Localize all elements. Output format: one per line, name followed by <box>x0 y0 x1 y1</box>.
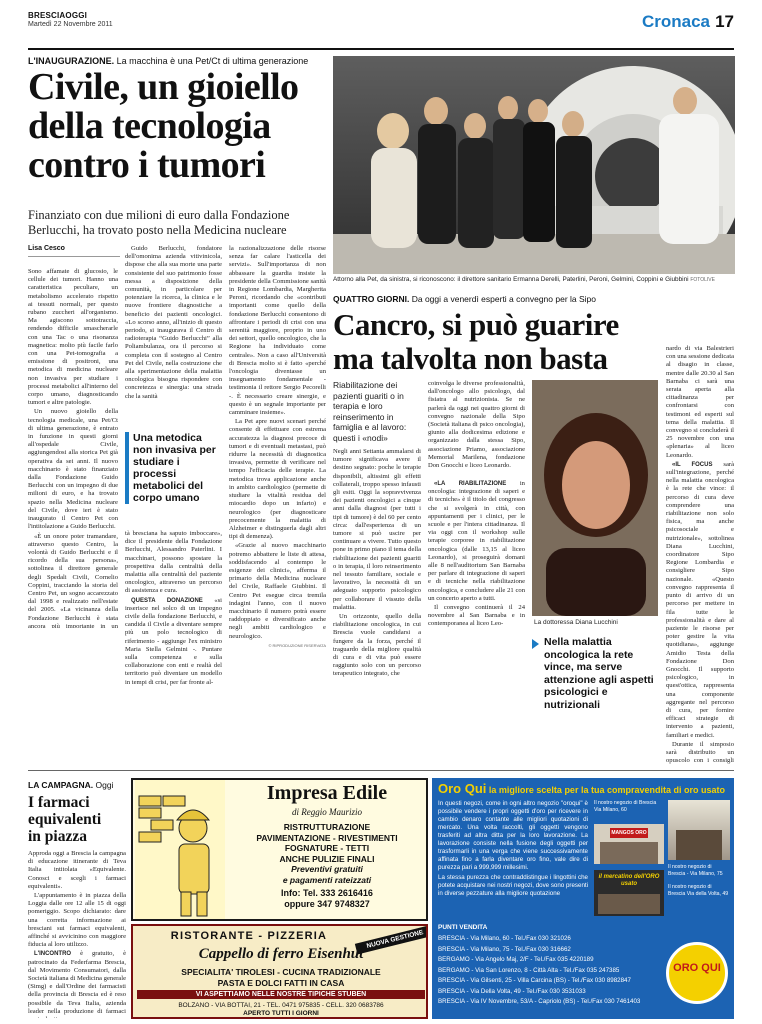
cancer-col-2b-p2: Il convegno continuerà il 24 novembre al San Barnaba e in contemporanea al liceo Leo- <box>428 604 525 628</box>
oroqui-shop-photo-3 <box>594 870 664 916</box>
cancer-col-3-p1: nardo di via Balestrieri con una sessione dedicata al disagio in classe, mentre dalle 20.30 al San Barnaba ci sarà una serata aperta alla cittadinanza per confrontarsi con testimoni ed esperti sul tema della malattia. Il convegno si concluderà il 25 novembre con una «plenaria» al liceo Leonardo. <box>666 345 734 459</box>
oroqui-body-p1: In questi negozi, come in ogni altro negozio "oroqui" è possibile vendere i propri oggetti d'oro per ricevere in cambio denaro contante alle migliori quotazioni di mercato. Una volta raccolti, gli oggetti vengono trasferiti ad altra ditta per la loro lavorazione. La lavorazione consiste nella fusione degli oggetti per trasformarli in una verga che viene successivamente affinata fino a farla diventare oro fino, vale dire di purezza pari a 999,999 millesimi. <box>438 800 588 871</box>
main-signature: © RIPRODUZIONE RISERVATA <box>268 642 326 648</box>
worker-illustration <box>135 780 225 919</box>
author: Lisa Cesco <box>28 245 65 252</box>
main-headline-line-1: Civile, un gioiello <box>28 66 299 108</box>
pharmacies-tag: L'INCONTRO <box>34 951 72 958</box>
pharmacies-body <box>28 850 126 1018</box>
main-col-2b-tag: QUESTA DONAZIONE <box>131 597 203 604</box>
pharmacies-headline <box>28 794 138 845</box>
oroqui-sign-1: MANGOS ORO <box>611 830 647 836</box>
oroqui-shop-label-1: Il nostro negozio di Brescia Via Milano, 60 <box>594 800 657 813</box>
main-col-2-p1: Guido Berlucchi, fondatore dell'omonima azienda vitivinicola, dispose che alla sua morte una parte consistente del suo patrimonio fosse messa a disposizione della comunità, in particolare per potenziare la ricerca, la clinica e le nuove frontiere diagnostiche a beneficio dei pazienti oncologici. «Lo scorso anno, all'inizio di questo periodo, si inaugurava il Centro di radioterapia “Guido Berlucchi” alla Poliambulanza, ora il percorso si completa con il sostegno al Centro Pet del Civile, nella costruzione che alla sperimentazione della malattia oncologica bisogna rispondere con concretezza e sinergia: una strada che la sanità <box>125 245 222 400</box>
pharmacies-p3 <box>28 950 126 1018</box>
cancer-kicker-text: Da oggi a venerdì esperti a convegno per la Sipo <box>411 294 597 304</box>
cancer-col-2b-tag: «LA RIABILITAZIONE <box>434 481 507 487</box>
main-kicker <box>28 56 348 66</box>
issue-date: Martedì 22 Novembre 2011 <box>28 21 113 28</box>
pullquote-bar <box>125 432 129 504</box>
author-rule <box>28 256 120 257</box>
main-col-1-p1: Sono affamate di glucosio, le cellule dei tumori. Hanno una caratteristica peculiare, un metabolismo accelerato rispetto ai tessuti normali, per questo rubano zuccheri all'organismo. Ma agiscono sottotraccia, rendendo difficile smascherarle con una Tac o una risonanza magnetica: molto più facile farlo con una Pet-tomografia a emissione di positroni, una metodica di medicina nucleare non invasiva per studiare i processi metabolici all'interno del corpo umano, diagnosticando tumori e altre patologie. <box>28 268 118 407</box>
main-col-1 <box>28 268 118 628</box>
masthead-rule <box>28 48 734 50</box>
impresa-phone-2[interactable]: oppure 347 9748327 <box>284 899 370 909</box>
cancer-col-3-tag: «IL FOCUS <box>672 461 713 468</box>
main-col-2b-p1: tà bresciana ha saputo imboccare», dice il presidente della Fondazione Berlucchi, Alessandro Paterlini. I macchinari, possono spostare la prospettiva dalla centralità della malattia alla centralità del paziente oncologico, attraverso un percorso di assistenza e cura. <box>125 530 222 595</box>
lucchini-caption: La dottoressa Diana Lucchini <box>534 619 618 626</box>
main-kicker-tag: L'INAUGURAZIONE. <box>28 56 115 66</box>
oroqui-point-2: BRESCIA - Via Milano, 75 - Tel./Fax 030 316662 <box>438 945 571 953</box>
ad-impresa-edile[interactable] <box>131 778 428 921</box>
inauguration-photo <box>333 56 735 274</box>
impresa-line-5: Preventivi gratuiti <box>291 864 363 874</box>
main-col-1-p3: «È un onore poter tramandare, attraverso questo Centro, la volontà di Guido Berlucchi e il ricordo della sua persona», sottolinea il direttore generale degli Spedali Civili, Cornelio Coppini, tracciando la storia del Centro Pet, un sogno accarezzato dal 1998 e realizzato nell'estate del 2005. «La vicinanza della Fondazione Berlucchi è stata ancora più importante in un <box>28 532 118 628</box>
cancer-col-1-p2: Un orizzonte, quello della riabilitazione oncologica, in cui Brescia vuole candidarsi a fungere da la forza, perché il traguardo della migliore qualità di cura e di vita può essere raggiunto solo con un percorso terapeutico integrato, che <box>333 613 421 678</box>
ristorante-line-1: SPECIALITA' TIROLESI - CUCINA TRADIZIONALE <box>181 967 381 977</box>
cancer-headline-line-2: ma talvolta non basta <box>333 341 608 376</box>
impresa-line-1: RISTRUTTURAZIONE <box>283 822 371 832</box>
main-col-2b-p2 <box>125 597 222 687</box>
ristorante-name: Cappello di ferro Eisenhut <box>198 946 364 962</box>
lucchini-portrait <box>532 380 658 616</box>
oroqui-shop-label-2: Il nostro negozio di Brescia - Via Milano, 75 <box>668 864 723 877</box>
pharmacies-kicker-text: Oggi <box>95 780 114 790</box>
section-name: Cronaca <box>641 12 710 31</box>
oroqui-shop-label-3: Il nostro negozio di Brescia Via della Volta, 49 <box>668 884 729 897</box>
oroqui-shop-photo-2 <box>594 824 664 864</box>
pharmacies-p2: L'appuntamento è in piazza della Loggia dalle ore 12 alle 15 di oggi pomeriggio. Scopo dichiarato: dare una corretta informazione ai bresciani sui farmaci equivalenti, affinché si avvicinino con maggiore fiducia al loro utilizzo. <box>28 892 126 949</box>
photo-credit: FOTOLIVE <box>690 277 715 283</box>
oroqui-title <box>438 781 730 796</box>
cancer-col-3-p3 <box>666 741 734 765</box>
photo-caption-text: Attorno alla Pet, da sinistra, si riconoscono: il direttore sanitario Ermanna Derelli, Paterlini, Peroni, Gelmini, Coppini e Giubbini <box>333 276 689 283</box>
impresa-services <box>227 822 427 885</box>
main-headline-line-2: della tecnologia <box>28 105 271 147</box>
cancer-col-2 <box>428 380 525 480</box>
impresa-line-2: PAVIMENTAZIONE - RIVESTIMENTI <box>256 832 398 843</box>
impresa-phones <box>227 888 427 910</box>
main-pullquote <box>125 432 222 528</box>
photo-illustration <box>333 56 735 274</box>
main-kicker-text: La macchina è una Pet/Ct di ultima generazione <box>116 56 309 66</box>
pharmacies-headline-1: I farmaci <box>28 794 90 811</box>
paper-name: BRESCIAOGGI <box>28 11 88 20</box>
oroqui-sign-2: il mercatino dell'ORO usato <box>598 874 660 887</box>
impresa-title: Impresa Edile <box>266 782 388 804</box>
main-col-2 <box>125 245 222 428</box>
pharmacies-p3-text: è gratuito, è patrocinato da Federfarma Brescia, dal Movimento Consumatori, dalla Società italiana di Medicina generale (Simg) e dall'Ordine dei farmacisti della provincia di Brescia ed è reso possibile da Teva Italia, azienda leader nella produzione di farmaci <box>28 950 126 1015</box>
impresa-line-4: ANCHE PULIZIE FINALI <box>279 853 375 864</box>
oroqui-body-p2: La stessa purezza che contraddistingue i lingottini che potete acquistare nei nostri negozi, dove sono presenti in diverse pezzature alla migliore quotazione <box>438 874 588 897</box>
pharmacies-kicker <box>28 780 138 790</box>
cancer-headline <box>333 308 673 376</box>
oroqui-point-6: BRESCIA - Via Della Volta, 49 - Tel./Fax 030 3531033 <box>438 987 586 995</box>
cancer-col-3 <box>666 345 734 765</box>
main-col-3-p3: «Grazie al nuovo macchinario potremo abbattere le liste di attesa, soddisfacendo al contempo le esigenze dei clinici», afferma il primario della Medicina nucleare del Civile, Raffaele Giubbini. Il Centro Pet esegue circa tremila indagini l'anno, con il nuovo macchinario il numero potrà essere raddoppiato e diversificato anche negli ambiti cardiologico e neurologico. <box>229 542 326 640</box>
impresa-line-3: FOGNATURE - TETTI <box>284 843 370 853</box>
pharmacies-headline-2: equivalenti <box>28 811 102 828</box>
oroqui-body <box>438 800 588 898</box>
impresa-phone-1[interactable]: Info: Tel. 333 2616416 <box>281 888 373 898</box>
ristorante-address: BOLZANO - VIA BOTTAI, 21 - TEL. 0471 975835 - CELL. 320 0683786 <box>178 1002 384 1009</box>
ristorante-hours: APERTO TUTTI I GIORNI <box>243 1010 319 1017</box>
ad-oroqui[interactable] <box>432 778 734 1019</box>
oroqui-title-rest: la migliore scelta per la tua compravendita di oro usato <box>488 785 725 795</box>
main-col-1-p2: Un nuovo gioiello della tecnologia medicale, una Pet/Ct di ultima generazione, è entrato in funzione in questi giorni all'ospedale Civile, aggiungendosi alla storica Pet già operativa da sei anni. Il nuovo macchinario è stato finanziato dalla Fondazione Guido Berlucchi con un impegno di due milioni di euro, e ha trovato spazio nella Medicina nucleare del Civile, dove ieri è stato inaugurato il Centro Pet con l'intitolazione a Guido Berlucchi. <box>28 408 118 531</box>
main-headline <box>28 68 348 185</box>
cancer-kicker <box>333 294 733 304</box>
cancer-kicker-tag: QUATTRO GIORNI. <box>333 294 410 304</box>
main-col-3-p1: la razionalizzazione delle risorse senza far calare l'asticella dei servizi». Sull'importanza di non abbassare la guardia insiste la presidente della Commissione sanità in Regione Lombardia, Margherita Peroni, ricordando che «contributi importanti come quello della fondazione Berlucchi consentono di affrontare i periodi di crisi con una serenità maggiore, proprio in uno dei settori, quello oncologico, che la Regione ha individuato come centrale». Non a caso all'Università di Brescia molto si è fatto «perché l'oncologia diventasse un insegnamento fondamentale - testimonia il rettore Sergio Pecorelli -. È necessario creare sinergie, e questo è un segnale importante per camminare insieme». <box>229 245 326 417</box>
ristorante-badge: NUOVA GESTIONE <box>355 924 428 954</box>
oroqui-point-7: BRESCIA - Via IV Novembre, 53/A - Capriolo (BS) - Tel./Fax 030 7461403 <box>438 998 641 1005</box>
cancer-pullquote <box>532 636 660 742</box>
ristorante-line-2: PASTA E DOLCI FATTI IN CASA <box>217 978 345 988</box>
cancer-pullquote-text: Nella malattia oncologica la rete vince, ma serve attenzione agli aspetti psicologici e nutrizionali <box>544 636 654 711</box>
oroqui-point-3: BERGAMO - Via Angelo Maj, 2/F - Tel./Fax 035 4220189 <box>438 956 594 963</box>
cancer-col-1 <box>333 448 421 764</box>
oroqui-points-title: PUNTI VENDITA <box>438 924 488 931</box>
oroqui-point-1: BRESCIA - Via Milano, 60 - Tel./Fax 030 321026 <box>438 935 571 942</box>
pharmacies-headline-3: in piazza <box>28 828 87 845</box>
ad-ristorante[interactable] <box>131 924 428 1019</box>
oroqui-shop-photo-1 <box>668 800 730 860</box>
cancer-col-2-p1: coinvolga le diverse professionalità, dall'oncologo allo psicologo, dal fisiatra al nutrizionista. Se ne parlerà da oggi nei quattro giorni di convegno nazionale della Sipo (Società italiana di psico oncologia), giunto alla dodicesima edizione e organizzato dalla stessa Sipo, associazione Priamo, associazione Memorial Marilena, fondazione Don Gnocchi e liceo Leonardo. <box>428 380 525 470</box>
oroqui-logo <box>666 942 728 1004</box>
ristorante-line-3: VI ASPETTIAMO NELLE NOSTRE TIPICHE STUBEN <box>137 990 425 999</box>
cancer-headline-line-1: Cancro, si può guarire <box>333 307 619 342</box>
cancer-col-3-text: sarà sull'integrazione, perché nella malattia oncologica è la rete che vince: il percorso di cura deve comprendere una riabilitazione non solo fisica, ma anche psicosociale e nutrizionale», sottolinea Diana Lucchini, coordinatore Sipo Regione Lombardia e consigliere Sipo nazionale. «Questo convegno rappresenta il punto di arrivo di un percorso per mettere in fila tutte le professionalità e dare al paziente le risorse per poter gestire la vita quotidiana», aggiunge Amidio Testa della Fondazione Don Gnocchi. Il supporto psicologico, in quest'ottica, rappresenta una componente aggregante nel percorso di cura, per fornire efficaci strategie di intervento a pazienti, familiari e medici. <box>666 460 734 739</box>
bottom-section-rule <box>28 770 734 771</box>
masthead <box>28 10 734 46</box>
oroqui-point-4: BERGAMO - Via San Lorenzo, 8 - Città Alta - Tel./Fax 035 247385 <box>438 966 620 974</box>
pharmacies-p1: Approda oggi a Brescia la campagna di educazione itinerante di Teva Italia intitolata «Equivalente. Conosci e scegli i farmaci equivalenti». <box>28 850 126 890</box>
cancer-col-2b <box>428 480 525 764</box>
main-col-3 <box>229 245 326 765</box>
page-number: 17 <box>715 12 734 31</box>
cancer-col-3-p2 <box>666 461 734 740</box>
pharmacies-kicker-tag: LA CAMPAGNA. <box>28 780 94 790</box>
ristorante-title: RISTORANTE - PIZZERIA <box>170 930 328 942</box>
photo-caption <box>333 276 735 284</box>
oroqui-point-5: BRESCIA - Via Gilsenti, 25 - Villa Carcina (BS) - Tel./Fax 030 8982847 <box>438 977 631 984</box>
cancer-col-1-p1: Negli anni Settanta ammalarsi di tumore significava avere il destino segnato: poche le terapie disponibili, altissimi gli effetti collaterali, troppo spesso infausti gli esiti. Oggi la sopravvivenza dei pazienti oncologici a cinque anni dalla diagnosi (per tutti i tipi di tumore) è del 60 per cento circa: dall'esperienza di un tumore si può uscire per continuare a vivere. Tutto questo pone in primo piano il tema della riabilitazione dei pazienti guariti o in terapia, il loro reinserimento nel tessuto familiare, sociale e lavorativo, la necessità di un adeguato supporto psicologico per collaborare il vissuto della malattia. <box>333 448 421 611</box>
lucchini-photo <box>532 380 658 616</box>
main-headline-line-3: contro i tumori <box>28 144 266 186</box>
cancer-col-2b-p1 <box>428 480 525 603</box>
cancer-lead: Riabilitazione dei pazienti guariti o in terapia e loro reinserimento in famiglia e al lavoro: questi i «nodi» <box>333 380 407 443</box>
main-col-3-p2: La Pet apre nuovi scenari perché consente di effettuare con estrema accuratezza la diagnosi precoce di tumori e di eventuali metastasi, può ridurre la necessità di diagnostica invasiva, permette di verificare nel tempo l'efficacia delle terapie. La metodica trova applicazione anche in ambito cardiologico (permette di studiare la vitalità residua del miocardio dopo un infarto) e neurologico (per diagnosticare precocemente la malattia di Alzheimer e distinguerla dagli altri tipi di demenza). <box>229 418 326 541</box>
impresa-line-6: e pagamenti rateizzati <box>282 874 372 885</box>
oroqui-logo-text: ORO QUI <box>673 962 721 974</box>
main-col-2b-text: «si inserisce nel solco di un impegno civile della fondazione Berlucchi, e candida il Civile a diventare sempre più un polo tecnologico di riferimento - aggiunge l'ex ministro Maria Stella Gelmini -. Puntare sulla competenza e sulla collaborazione con enti e realtà del territorio può diventare un modello in tempi di crisi, per far fronte al- <box>125 596 222 686</box>
main-col-2b <box>125 530 222 760</box>
cancer-col-3-p3-text: Durante il simposio sarà distribuito un opuscolo con i consigli <box>666 740 734 765</box>
main-subhead: Finanziato con due milioni di euro dalla Fondazione Berlucchi, ha trovato posto nella Medicina nucleare <box>28 208 290 237</box>
pullquote-text: Una metodica non invasiva per studiare i processi metabolici del corpo umano <box>133 432 216 504</box>
cancer-col-2b-text: in oncologia: integrazione di saperi e di tecniche» è il titolo del congresso che si svolgerà in città, con appuntamenti per i clinici, per le scuole e per l'intera cittadinanza. Il via oggi con il workshop sulle terapie corporee in riabilitazione oncologica (dalle 13,15 al liceo Leonardo), si proseguirà domani alle 8 nell'auditorium San Barnaba per parlare di integrazione di saperi e di tecniche nella riabilitazione oncologica, e concludere alle 21 con un concerto aperto a tutti. <box>428 480 525 602</box>
oroqui-title-brand: Oro Qui <box>438 781 487 796</box>
oroqui-points <box>438 934 678 1008</box>
triangle-icon <box>532 639 539 649</box>
impresa-subtitle: di Reggio Maurizio <box>292 807 362 817</box>
